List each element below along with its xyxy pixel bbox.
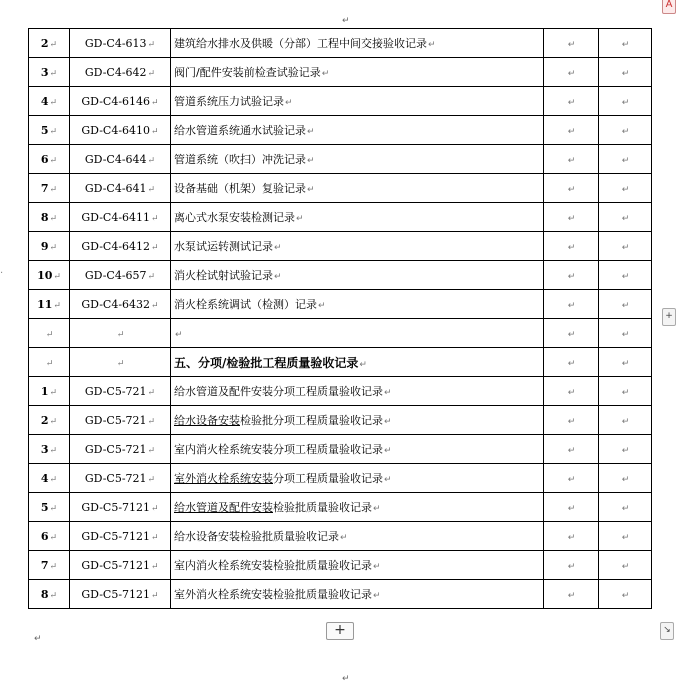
record-name[interactable] bbox=[171, 406, 544, 435]
cell-end-mark: ↵ bbox=[373, 504, 381, 514]
row-number-text: 2 bbox=[40, 36, 49, 50]
row-number-text: 6 bbox=[40, 152, 49, 166]
form-code-text: GD-C4-6411 bbox=[81, 210, 151, 224]
table-row bbox=[29, 377, 652, 406]
record-name-text: 室外消火栓系统安装分项工程质量验收记录 bbox=[174, 472, 383, 485]
form-code[interactable] bbox=[70, 29, 171, 58]
cell-end-mark: ↵ bbox=[567, 97, 576, 108]
form-code[interactable] bbox=[70, 116, 171, 145]
cell-end-mark: ↵ bbox=[384, 475, 392, 485]
cell-end-mark: ↵ bbox=[621, 126, 630, 137]
row-number[interactable] bbox=[29, 290, 70, 319]
record-name[interactable] bbox=[171, 87, 544, 116]
form-code[interactable] bbox=[70, 348, 171, 377]
cell-end-mark: ↵ bbox=[151, 300, 159, 311]
form-code[interactable] bbox=[70, 232, 171, 261]
form-code-text: GD-C5-7121 bbox=[81, 500, 151, 514]
empty-cell-a[interactable] bbox=[544, 464, 599, 493]
cell-end-mark: ↵ bbox=[147, 39, 156, 50]
cell-end-mark: ↵ bbox=[321, 69, 330, 79]
form-code-text: GD-C4-6412 bbox=[81, 239, 151, 253]
cell-end-mark: ↵ bbox=[285, 98, 293, 108]
form-code-text: GD-C4-644 bbox=[84, 152, 147, 166]
row-number-text: 10 bbox=[37, 268, 53, 282]
record-name-text: 管道系统（吹扫）冲洗记录 bbox=[174, 153, 306, 166]
row-number-text: 3 bbox=[40, 65, 49, 79]
cell-end-mark: ↵ bbox=[567, 300, 576, 311]
cell-end-mark: ↵ bbox=[621, 561, 630, 572]
table-row bbox=[29, 232, 652, 261]
cell-end-mark: ↵ bbox=[49, 184, 58, 195]
form-code-text: GD-C5-721 bbox=[84, 384, 147, 398]
cell-end-mark: ↵ bbox=[49, 97, 58, 108]
record-name[interactable] bbox=[171, 580, 544, 609]
row-number-text: 4 bbox=[40, 94, 49, 108]
form-code-text: GD-C4-6410 bbox=[81, 123, 151, 137]
record-name-text: 消火栓试射试验记录 bbox=[174, 269, 273, 282]
cell-end-mark: ↵ bbox=[567, 68, 576, 79]
record-name[interactable] bbox=[171, 29, 544, 58]
record-name[interactable] bbox=[171, 203, 544, 232]
cell-end-mark: ↵ bbox=[151, 503, 159, 514]
cell-end-mark: ↵ bbox=[147, 445, 156, 456]
form-code[interactable] bbox=[70, 319, 171, 348]
cell-end-mark: ↵ bbox=[567, 474, 576, 485]
table-row bbox=[29, 580, 652, 609]
form-code-text: GD-C4-641 bbox=[84, 181, 147, 195]
empty-cell-b[interactable] bbox=[599, 261, 652, 290]
form-code[interactable] bbox=[70, 522, 171, 551]
form-code[interactable] bbox=[70, 58, 171, 87]
cell-end-mark: ↵ bbox=[147, 474, 156, 485]
cell-end-mark: ↵ bbox=[567, 329, 576, 340]
form-code-text: GD-C5-7121 bbox=[81, 587, 151, 601]
record-name[interactable] bbox=[171, 377, 544, 406]
row-number[interactable] bbox=[29, 319, 70, 348]
empty-cell-b[interactable] bbox=[599, 464, 652, 493]
empty-cell-a[interactable] bbox=[544, 377, 599, 406]
record-name-text: 给水设备安装检验批分项工程质量验收记录 bbox=[174, 414, 383, 427]
record-name-text: 室内消火栓系统安装检验批质量验收记录 bbox=[174, 559, 372, 572]
row-number[interactable] bbox=[29, 435, 70, 464]
cell-end-mark: ↵ bbox=[45, 358, 54, 369]
cell-end-mark: ↵ bbox=[567, 213, 576, 224]
cell-end-mark: ↵ bbox=[567, 532, 576, 543]
ruler-tick: · bbox=[0, 268, 4, 279]
row-number-text: 4 bbox=[40, 471, 49, 485]
form-code[interactable] bbox=[70, 174, 171, 203]
row-number-text: 2 bbox=[40, 413, 49, 427]
form-code[interactable] bbox=[70, 377, 171, 406]
table-row bbox=[29, 464, 652, 493]
table-row bbox=[29, 261, 652, 290]
cell-end-mark: ↵ bbox=[116, 329, 125, 340]
empty-cell-b[interactable] bbox=[599, 58, 652, 87]
empty-cell-a[interactable] bbox=[544, 580, 599, 609]
cell-end-mark: ↵ bbox=[45, 329, 54, 340]
add-row-button[interactable]: + bbox=[326, 622, 354, 640]
record-name[interactable] bbox=[171, 290, 544, 319]
table-row bbox=[29, 29, 652, 58]
cell-end-mark: ↵ bbox=[49, 416, 58, 427]
cell-end-mark: ↵ bbox=[567, 445, 576, 456]
cell-end-mark: ↵ bbox=[147, 271, 156, 282]
row-number-text: 7 bbox=[40, 558, 49, 572]
empty-cell-a[interactable] bbox=[544, 58, 599, 87]
record-name[interactable] bbox=[171, 464, 544, 493]
cell-end-mark: ↵ bbox=[567, 184, 576, 195]
table-row bbox=[29, 174, 652, 203]
cell-end-mark: ↵ bbox=[49, 561, 58, 572]
empty-cell-a[interactable] bbox=[544, 145, 599, 174]
cell-end-mark: ↵ bbox=[567, 39, 576, 50]
table-row bbox=[29, 348, 652, 377]
form-code-text: GD-C5-7121 bbox=[81, 529, 151, 543]
row-number-text: 9 bbox=[40, 239, 49, 253]
row-number[interactable] bbox=[29, 493, 70, 522]
empty-cell-b[interactable] bbox=[599, 348, 652, 377]
table-row bbox=[29, 406, 652, 435]
cell-end-mark: ↵ bbox=[274, 272, 282, 282]
empty-cell-b[interactable] bbox=[599, 493, 652, 522]
cell-end-mark: ↵ bbox=[175, 329, 183, 340]
row-number[interactable] bbox=[29, 87, 70, 116]
cell-end-mark: ↵ bbox=[567, 242, 576, 253]
form-code-text: GD-C5-721 bbox=[84, 442, 147, 456]
cell-end-mark: ↵ bbox=[307, 185, 315, 195]
record-name-text: 管道系统压力试验记录 bbox=[174, 95, 284, 108]
cell-end-mark: ↵ bbox=[621, 184, 630, 195]
cell-end-mark: ↵ bbox=[567, 590, 576, 601]
cell-end-mark: ↵ bbox=[567, 416, 576, 427]
row-number-text: 7 bbox=[40, 181, 49, 195]
record-name-text: 室外消火栓系统安装检验批质量验收记录 bbox=[174, 588, 372, 601]
empty-cell-a[interactable] bbox=[544, 261, 599, 290]
cell-end-mark: ↵ bbox=[116, 358, 125, 369]
cell-end-mark: ↵ bbox=[307, 156, 315, 166]
empty-cell-a[interactable] bbox=[544, 290, 599, 319]
record-name[interactable] bbox=[171, 319, 544, 348]
row-number[interactable] bbox=[29, 551, 70, 580]
table-row bbox=[29, 145, 652, 174]
cell-end-mark: ↵ bbox=[49, 213, 58, 224]
cell-end-mark: ↵ bbox=[621, 445, 630, 456]
form-code[interactable] bbox=[70, 493, 171, 522]
cell-end-mark: ↵ bbox=[621, 358, 630, 369]
row-number-text: 8 bbox=[40, 210, 49, 224]
row-number-text: 8 bbox=[40, 587, 49, 601]
cell-end-mark: ↵ bbox=[151, 126, 159, 137]
cell-end-mark: ↵ bbox=[318, 301, 326, 311]
cell-end-mark: ↵ bbox=[151, 532, 159, 543]
cell-end-mark: ↵ bbox=[151, 213, 159, 224]
form-code-text: GD-C4-6146 bbox=[81, 94, 151, 108]
record-name-text: 室内消火栓系统安装分项工程质量验收记录 bbox=[174, 443, 383, 456]
cell-end-mark: ↵ bbox=[49, 532, 58, 543]
cell-end-mark: ↵ bbox=[49, 474, 58, 485]
cell-end-mark: ↵ bbox=[147, 184, 156, 195]
cell-end-mark: ↵ bbox=[621, 474, 630, 485]
form-code-text: GD-C4-657 bbox=[84, 268, 147, 282]
form-code[interactable] bbox=[70, 145, 171, 174]
cell-end-mark: ↵ bbox=[621, 416, 630, 427]
cell-end-mark: ↵ bbox=[151, 561, 159, 572]
cell-end-mark: ↵ bbox=[151, 242, 159, 253]
cell-end-mark: ↵ bbox=[621, 387, 630, 398]
row-number[interactable] bbox=[29, 232, 70, 261]
cell-end-mark: ↵ bbox=[621, 213, 630, 224]
record-name-text: 给水管道及配件安装检验批质量验收记录 bbox=[174, 501, 372, 514]
table-row bbox=[29, 551, 652, 580]
row-number-text: 6 bbox=[40, 529, 49, 543]
cell-end-mark: ↵ bbox=[384, 446, 392, 456]
row-number[interactable] bbox=[29, 377, 70, 406]
cell-end-mark: ↵ bbox=[621, 300, 630, 311]
row-number-text: 5 bbox=[40, 500, 49, 514]
empty-cell-a[interactable] bbox=[544, 493, 599, 522]
empty-cell-b[interactable] bbox=[599, 174, 652, 203]
empty-cell-b[interactable] bbox=[599, 145, 652, 174]
record-name-text: 水泵试运转测试记录 bbox=[174, 240, 273, 253]
cell-end-mark: ↵ bbox=[373, 562, 381, 572]
record-name-text: 五、分项/检验批工程质量验收记录 bbox=[174, 355, 359, 370]
record-name-text: 设备基础（机架）复验记录 bbox=[174, 182, 306, 195]
row-number-text: 1 bbox=[40, 384, 49, 398]
form-code-text: GD-C4-613 bbox=[84, 36, 147, 50]
cell-end-mark: ↵ bbox=[53, 271, 61, 282]
row-number[interactable] bbox=[29, 580, 70, 609]
cell-end-mark: ↵ bbox=[49, 503, 58, 514]
cell-end-mark: ↵ bbox=[567, 561, 576, 572]
record-name[interactable] bbox=[171, 145, 544, 174]
corner-indicator[interactable]: A bbox=[662, 0, 676, 14]
form-code[interactable] bbox=[70, 87, 171, 116]
cell-end-mark: ↵ bbox=[49, 126, 58, 137]
form-code[interactable] bbox=[70, 580, 171, 609]
form-code-text: GD-C4-642 bbox=[84, 65, 147, 79]
cell-end-mark: ↵ bbox=[49, 155, 58, 166]
row-number-text: 11 bbox=[37, 297, 53, 311]
record-name-text: 阀门/配件安装前检查试验记录 bbox=[174, 66, 321, 79]
row-number[interactable] bbox=[29, 348, 70, 377]
paragraph-mark: ↵ bbox=[342, 16, 350, 26]
form-code[interactable] bbox=[70, 406, 171, 435]
row-number[interactable] bbox=[29, 203, 70, 232]
form-code[interactable] bbox=[70, 435, 171, 464]
empty-cell-b[interactable] bbox=[599, 290, 652, 319]
empty-cell-a[interactable] bbox=[544, 232, 599, 261]
cell-end-mark: ↵ bbox=[567, 126, 576, 137]
empty-cell-b[interactable] bbox=[599, 232, 652, 261]
paragraph-mark: ↵ bbox=[34, 634, 42, 644]
cell-end-mark: ↵ bbox=[53, 300, 61, 311]
cell-end-mark: ↵ bbox=[49, 445, 58, 456]
record-name-text: 建筑给水排水及供暖（分部）工程中间交接验收记录 bbox=[174, 37, 427, 50]
empty-cell-b[interactable] bbox=[599, 551, 652, 580]
form-code[interactable] bbox=[70, 290, 171, 319]
cell-end-mark: ↵ bbox=[49, 39, 58, 50]
empty-cell-a[interactable] bbox=[544, 348, 599, 377]
cell-end-mark: ↵ bbox=[147, 387, 156, 398]
record-name-text: 给水管道系统通水试验记录 bbox=[174, 124, 306, 137]
form-code[interactable] bbox=[70, 203, 171, 232]
record-name-text: 离心式水泵安装检测记录 bbox=[174, 211, 295, 224]
cell-end-mark: ↵ bbox=[296, 214, 304, 224]
empty-cell-a[interactable] bbox=[544, 319, 599, 348]
row-number[interactable] bbox=[29, 174, 70, 203]
table-row bbox=[29, 116, 652, 145]
record-name-text: 给水设备安装检验批质量验收记录 bbox=[174, 530, 339, 543]
empty-cell-b[interactable] bbox=[599, 406, 652, 435]
cell-end-mark: ↵ bbox=[621, 97, 630, 108]
cell-end-mark: ↵ bbox=[567, 155, 576, 166]
empty-cell-b[interactable] bbox=[599, 319, 652, 348]
record-name[interactable] bbox=[171, 116, 544, 145]
record-name[interactable] bbox=[171, 493, 544, 522]
empty-cell-a[interactable] bbox=[544, 29, 599, 58]
empty-cell-b[interactable] bbox=[599, 435, 652, 464]
empty-cell-a[interactable] bbox=[544, 522, 599, 551]
cell-end-mark: ↵ bbox=[147, 155, 156, 166]
cell-end-mark: ↵ bbox=[147, 68, 156, 79]
cell-end-mark: ↵ bbox=[567, 503, 576, 514]
cell-end-mark: ↵ bbox=[147, 416, 156, 427]
cell-end-mark: ↵ bbox=[307, 127, 315, 137]
row-number[interactable] bbox=[29, 58, 70, 87]
record-name[interactable] bbox=[171, 551, 544, 580]
document-table bbox=[28, 28, 652, 609]
cell-end-mark: ↵ bbox=[621, 503, 630, 514]
cell-end-mark: ↵ bbox=[340, 533, 348, 543]
table-row bbox=[29, 87, 652, 116]
record-name[interactable] bbox=[171, 174, 544, 203]
cell-end-mark: ↵ bbox=[373, 591, 381, 601]
form-code[interactable] bbox=[70, 551, 171, 580]
record-name[interactable] bbox=[171, 261, 544, 290]
cell-end-mark: ↵ bbox=[49, 242, 58, 253]
form-code-text: GD-C5-721 bbox=[84, 471, 147, 485]
empty-cell-a[interactable] bbox=[544, 551, 599, 580]
row-number[interactable] bbox=[29, 464, 70, 493]
cell-end-mark: ↵ bbox=[384, 417, 392, 427]
empty-cell-b[interactable] bbox=[599, 203, 652, 232]
cell-end-mark: ↵ bbox=[49, 387, 58, 398]
cell-end-mark: ↵ bbox=[274, 243, 282, 253]
row-number-text: 3 bbox=[40, 442, 49, 456]
empty-cell-b[interactable] bbox=[599, 377, 652, 406]
cell-end-mark: ↵ bbox=[621, 532, 630, 543]
empty-cell-a[interactable] bbox=[544, 435, 599, 464]
cell-end-mark: ↵ bbox=[621, 39, 630, 50]
row-number-text: 5 bbox=[40, 123, 49, 137]
empty-cell-a[interactable] bbox=[544, 87, 599, 116]
empty-cell-a[interactable] bbox=[544, 203, 599, 232]
table-row bbox=[29, 319, 652, 348]
paragraph-mark: ↵ bbox=[342, 674, 350, 684]
cell-end-mark: ↵ bbox=[49, 68, 58, 79]
row-number[interactable] bbox=[29, 406, 70, 435]
cell-end-mark: ↵ bbox=[621, 271, 630, 282]
empty-cell-b[interactable] bbox=[599, 580, 652, 609]
empty-cell-b[interactable] bbox=[599, 29, 652, 58]
cell-end-mark: ↵ bbox=[151, 590, 159, 601]
empty-cell-b[interactable] bbox=[599, 87, 652, 116]
form-code[interactable] bbox=[70, 261, 171, 290]
table-resize-handle[interactable]: ↘ bbox=[660, 622, 674, 640]
form-code-text: GD-C4-6432 bbox=[81, 297, 151, 311]
empty-cell-a[interactable] bbox=[544, 406, 599, 435]
record-name[interactable] bbox=[171, 522, 544, 551]
table-row bbox=[29, 58, 652, 87]
table-row bbox=[29, 493, 652, 522]
cell-end-mark: ↵ bbox=[151, 97, 159, 108]
cell-end-mark: ↵ bbox=[621, 242, 630, 253]
row-number[interactable] bbox=[29, 29, 70, 58]
cell-end-mark: ↵ bbox=[428, 40, 436, 50]
form-code[interactable] bbox=[70, 464, 171, 493]
cell-end-mark: ↵ bbox=[621, 329, 630, 340]
table-side-handle[interactable]: + bbox=[662, 308, 676, 326]
empty-cell-b[interactable] bbox=[599, 522, 652, 551]
record-name[interactable] bbox=[171, 58, 544, 87]
row-number[interactable] bbox=[29, 145, 70, 174]
cell-end-mark: ↵ bbox=[567, 358, 576, 369]
cell-end-mark: ↵ bbox=[621, 155, 630, 166]
table-row bbox=[29, 522, 652, 551]
table-row bbox=[29, 203, 652, 232]
record-name-text: 消火栓系统调试（检测）记录 bbox=[174, 298, 317, 311]
empty-cell-a[interactable] bbox=[544, 116, 599, 145]
cell-end-mark: ↵ bbox=[621, 68, 630, 79]
empty-cell-a[interactable] bbox=[544, 174, 599, 203]
row-number[interactable] bbox=[29, 522, 70, 551]
cell-end-mark: ↵ bbox=[621, 590, 630, 601]
row-number[interactable] bbox=[29, 261, 70, 290]
table-row bbox=[29, 290, 652, 319]
record-name-text: 给水管道及配件安装分项工程质量验收记录 bbox=[174, 385, 383, 398]
cell-end-mark: ↵ bbox=[49, 590, 58, 601]
cell-end-mark: ↵ bbox=[384, 388, 392, 398]
form-code-text: GD-C5-721 bbox=[84, 413, 147, 427]
record-name[interactable] bbox=[171, 435, 544, 464]
table-row bbox=[29, 435, 652, 464]
cell-end-mark: ↵ bbox=[567, 387, 576, 398]
record-name[interactable] bbox=[171, 348, 544, 377]
record-name[interactable] bbox=[171, 232, 544, 261]
empty-cell-b[interactable] bbox=[599, 116, 652, 145]
cell-end-mark: ↵ bbox=[567, 271, 576, 282]
cell-end-mark: ↵ bbox=[359, 359, 367, 370]
row-number[interactable] bbox=[29, 116, 70, 145]
form-code-text: GD-C5-7121 bbox=[81, 558, 151, 572]
